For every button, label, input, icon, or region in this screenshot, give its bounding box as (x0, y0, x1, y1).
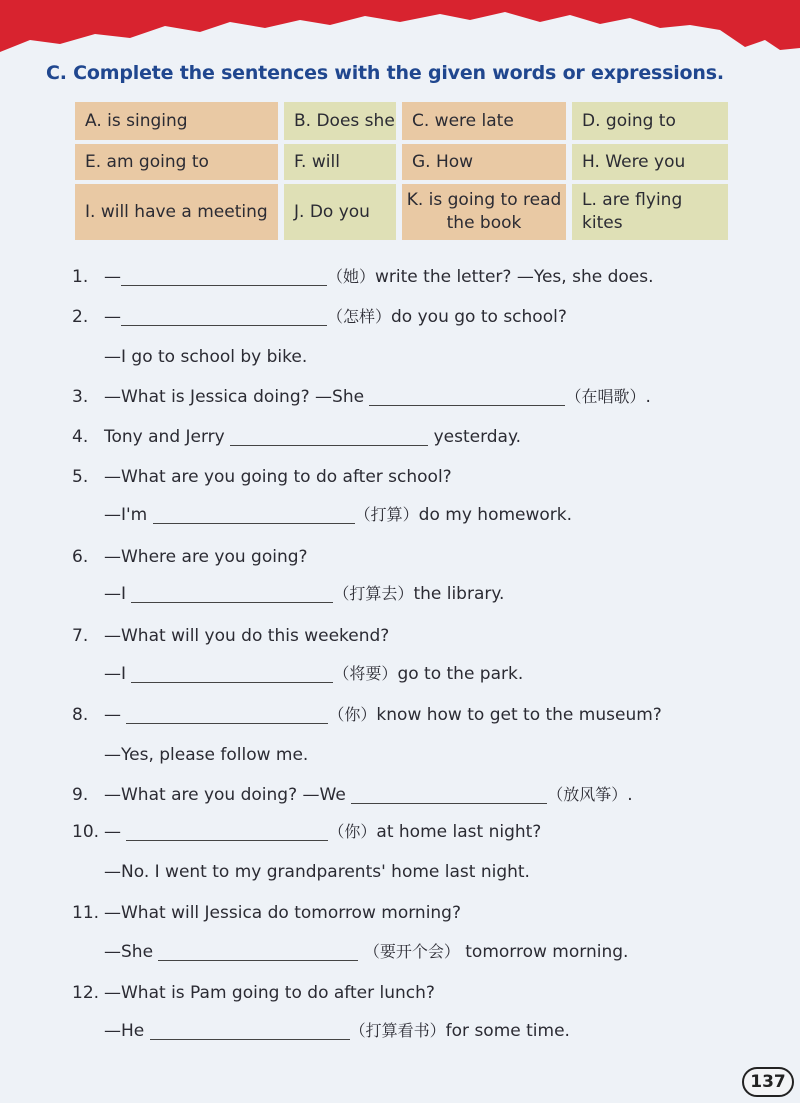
question-2 (72, 305, 567, 329)
chinese-hint: （打算看书） (349, 1021, 446, 1040)
answer-line (104, 940, 628, 964)
chinese-hint: （她） (327, 267, 376, 286)
chinese-hint: （你） (328, 822, 377, 841)
answer-text: —I'm (104, 505, 148, 525)
option-g: G. How (402, 144, 566, 180)
answer-blank[interactable] (153, 505, 355, 524)
answer-text: for some time. (445, 1021, 570, 1041)
question-text: —What are you doing? —We (104, 785, 346, 805)
question-text: —What will you do this weekend? (104, 626, 390, 646)
question-text: —What is Pam going to do after lunch? (104, 983, 435, 1003)
question-text: — (104, 705, 121, 725)
chinese-hint: （放风筝） (547, 785, 628, 804)
question-text: — (104, 307, 121, 327)
answer-blank[interactable] (126, 822, 328, 841)
answer-blank[interactable] (150, 1021, 350, 1040)
answer-line (104, 662, 523, 686)
question-7 (72, 624, 389, 648)
chinese-hint: （要开个会） (363, 942, 460, 961)
question-text: —Where are you going? (104, 547, 308, 567)
chinese-hint: （打算去） (333, 584, 414, 603)
answer-text: do my homework. (418, 505, 573, 525)
red-banner (0, 0, 800, 62)
chinese-hint: （打算） (354, 505, 419, 524)
option-j: J. Do you (284, 184, 396, 240)
question-text: . (627, 785, 633, 805)
answer-blank[interactable] (351, 785, 547, 804)
question-text: . (645, 387, 651, 407)
chinese-hint: （将要） (333, 664, 398, 683)
option-i: I. will have a meeting (75, 184, 278, 240)
question-number: 6. (72, 547, 89, 567)
option-d: D. going to (572, 102, 728, 140)
chinese-hint: （你） (328, 705, 377, 724)
answer-blank[interactable] (158, 942, 358, 961)
question-text: know how to get to the museum? (376, 705, 662, 725)
answer-text: —She (104, 942, 154, 962)
question-text: at home last night? (376, 822, 542, 842)
option-f: F. will (284, 144, 396, 180)
question-number: 5. (72, 467, 89, 487)
question-9 (72, 783, 633, 807)
chinese-hint: （在唱歌） (565, 387, 646, 406)
option-k-line1: K. is going to read (406, 190, 562, 211)
question-5 (72, 465, 452, 489)
page-number: 137 (742, 1067, 794, 1097)
question-number: 7. (72, 626, 89, 646)
answer-line (104, 582, 504, 606)
option-b: B. Does she (284, 102, 396, 140)
answer-text: —I (104, 664, 127, 684)
question-text: —What will Jessica do tomorrow morning? (104, 903, 461, 923)
question-text: —What are you going to do after school? (104, 467, 452, 487)
question-1 (72, 265, 654, 289)
question-number: 11. (72, 903, 100, 923)
chinese-hint: （怎样） (327, 307, 392, 326)
question-text: — (104, 267, 121, 287)
option-l: L. are flying kites (572, 184, 728, 240)
answer-line: —I go to school by bike. (104, 347, 308, 367)
question-number: 8. (72, 705, 89, 725)
question-text: write the letter? —Yes, she does. (375, 267, 654, 287)
option-k (402, 184, 566, 240)
question-8 (72, 703, 662, 727)
question-text: Tony and Jerry (104, 427, 225, 447)
answer-line: —No. I went to my grandparents' home last night. (104, 862, 530, 882)
answer-line (104, 1019, 570, 1043)
question-number: 1. (72, 267, 89, 287)
option-h: H. Were you (572, 144, 728, 180)
option-a: A. is singing (75, 102, 278, 140)
option-c: C. were late (402, 102, 566, 140)
answer-text: —He (104, 1021, 145, 1041)
answer-text: the library. (413, 584, 505, 604)
answer-text: go to the park. (397, 664, 524, 684)
question-text: yesterday. (433, 427, 522, 447)
answer-line (104, 503, 572, 527)
answer-blank[interactable] (131, 584, 333, 603)
question-6 (72, 545, 308, 569)
answer-line: —Yes, please follow me. (104, 745, 309, 765)
question-12 (72, 981, 435, 1005)
answer-blank[interactable] (230, 427, 428, 446)
question-text: —What is Jessica doing? —She (104, 387, 365, 407)
answer-blank[interactable] (131, 664, 333, 683)
question-3 (72, 385, 651, 409)
question-number: 4. (72, 427, 89, 447)
question-number: 10. (72, 822, 100, 842)
option-e: E. am going to (75, 144, 278, 180)
answer-text: tomorrow morning. (465, 942, 629, 962)
question-11 (72, 901, 461, 925)
answer-blank[interactable] (121, 267, 327, 286)
question-number: 3. (72, 387, 89, 407)
question-number: 9. (72, 785, 89, 805)
question-10 (72, 820, 541, 844)
answer-blank[interactable] (369, 387, 565, 406)
option-k-line2: the book (446, 213, 522, 233)
answer-blank[interactable] (126, 705, 328, 724)
question-number: 12. (72, 983, 100, 1003)
answer-text: —I (104, 584, 127, 604)
answer-blank[interactable] (121, 307, 327, 326)
question-text: — (104, 822, 121, 842)
exercise-heading: C. Complete the sentences with the given words or expressions. (46, 62, 724, 84)
question-text: do you go to school? (391, 307, 567, 327)
question-4 (72, 425, 521, 449)
question-number: 2. (72, 307, 89, 327)
